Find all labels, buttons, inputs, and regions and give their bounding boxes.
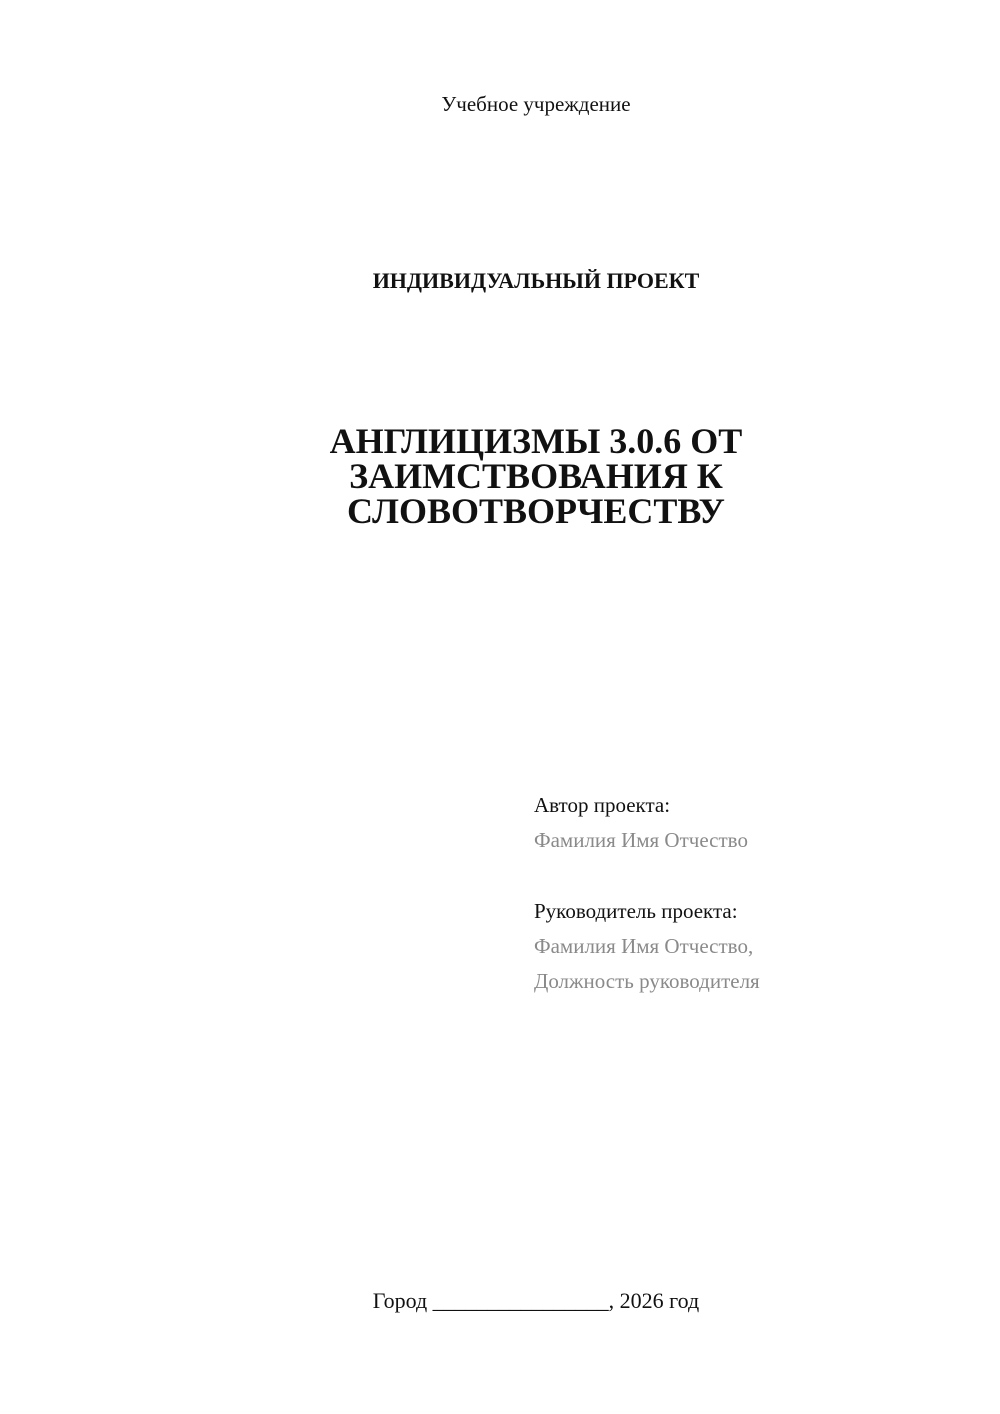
project-title-line-1: АНГЛИЦИЗМЫ 3.0.6 ОТ — [329, 421, 743, 461]
authors-block — [534, 788, 760, 999]
project-title — [0, 421, 1000, 531]
project-title-line-2: ЗАИМСТВОВАНИЯ К — [349, 456, 723, 496]
supervisor-position: Должность руководителя — [534, 969, 760, 993]
document-type: ИНДИВИДУАЛЬНЫЙ ПРОЕКТ — [372, 268, 700, 293]
supervisor-label: Руководитель проекта: — [534, 899, 738, 923]
supervisor-name: Фамилия Имя Отчество, — [534, 934, 754, 958]
author-label: Автор проекта: — [534, 793, 671, 817]
authors-spacer — [534, 858, 760, 894]
institution-name: Учебное учреждение — [441, 92, 631, 116]
city-year-line: Город ________________, 2026 год — [372, 1288, 700, 1313]
author-name: Фамилия Имя Отчество — [534, 828, 748, 852]
project-title-line-3: СЛОВОТВОРЧЕСТВУ — [347, 491, 725, 531]
